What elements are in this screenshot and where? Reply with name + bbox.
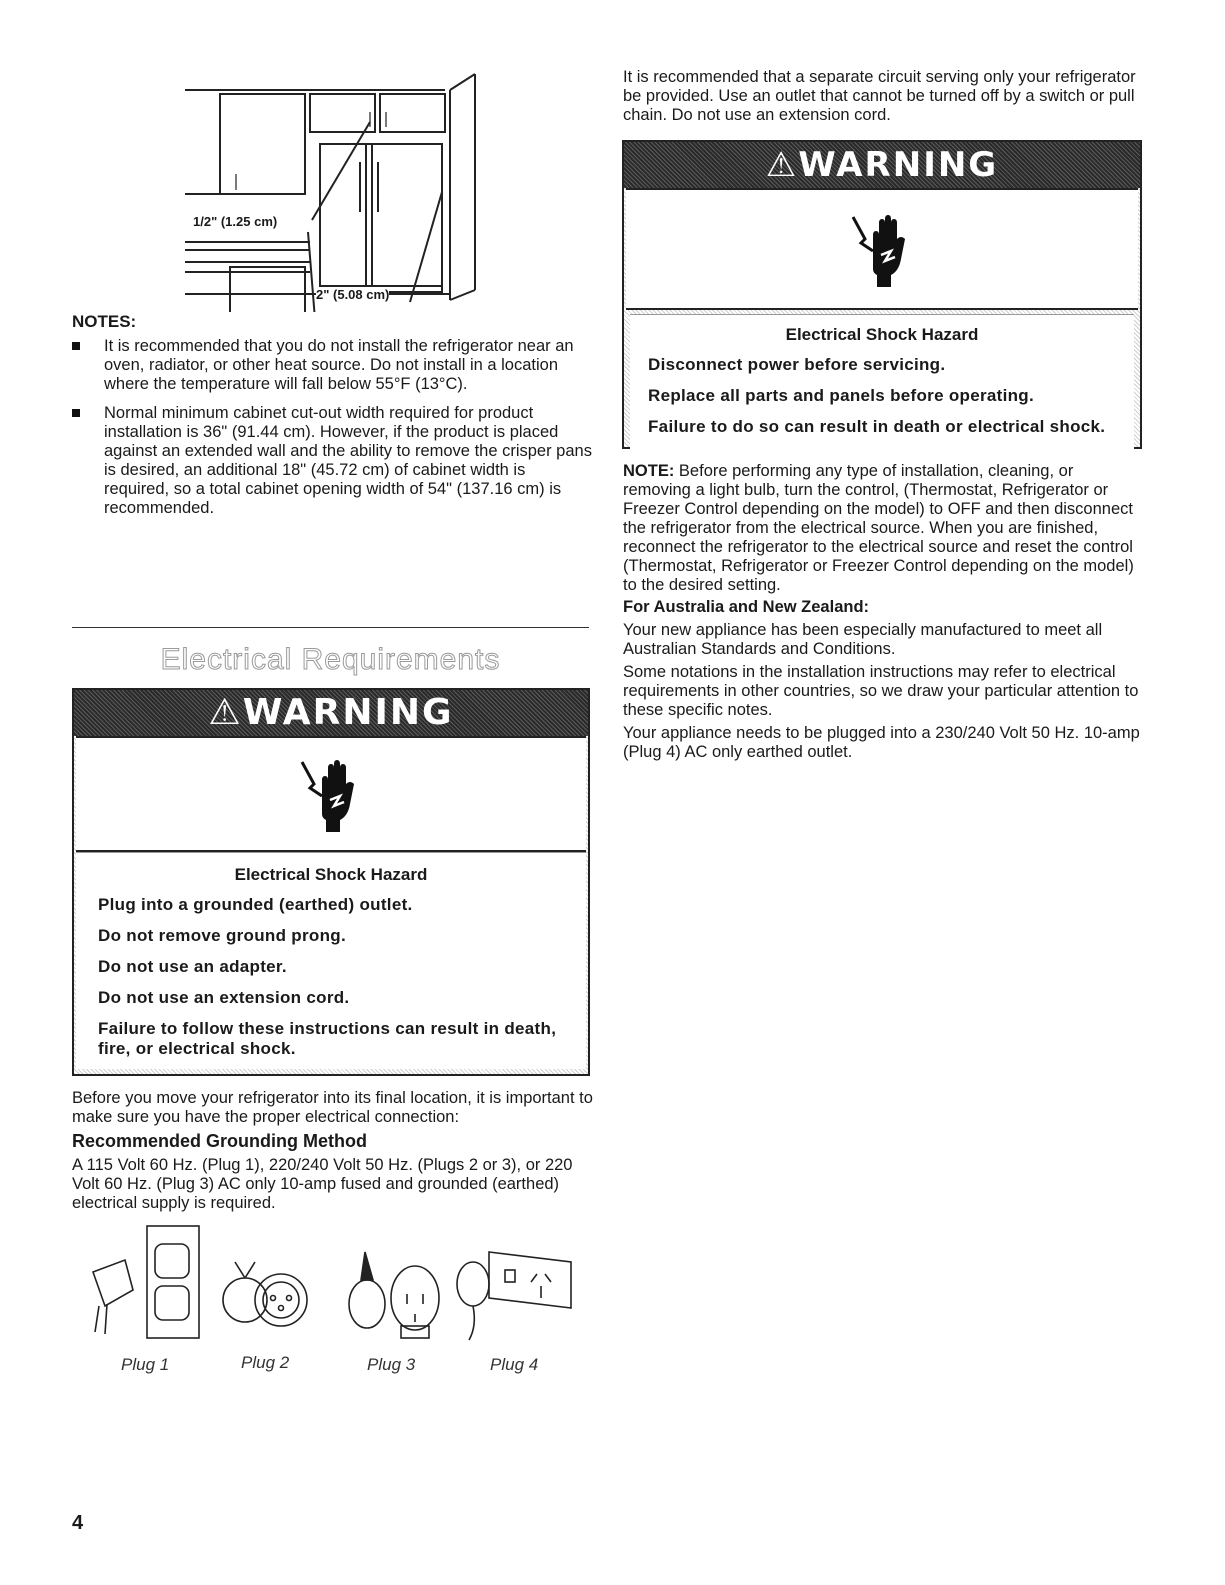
hazard-line: Failure to follow these instructions can result in death, fire, or electrical shock. bbox=[98, 1019, 557, 1058]
bullet-icon bbox=[72, 342, 80, 350]
notes-label: NOTES: bbox=[72, 312, 137, 331]
hazard-line: Plug into a grounded (earthed) outlet. bbox=[98, 895, 413, 914]
bullet-icon bbox=[72, 409, 80, 417]
gap-bottom-label: 2" (5.08 cm) bbox=[316, 287, 390, 302]
plug-2-figure bbox=[223, 1262, 307, 1326]
shock-icon-area bbox=[626, 188, 1138, 310]
australia-paragraph: Your new appliance has been especially manufactured to meet all Australian Standards and Conditions. bbox=[623, 621, 1103, 658]
shock-icon-area bbox=[76, 736, 586, 852]
warning-text-area bbox=[630, 314, 1134, 453]
note-item: Normal minimum cabinet cut-out width required for product installation is 36" (91.44 cm). However, if the product is placed against an extended wall and the ability to remove the crisper pans is desired, an additional 18" (45.72 cm) of cabinet width is required, so a total cabinet opening width of 54" (137.16 cm) is recommended. bbox=[72, 404, 592, 518]
plug-label: Plug 4 bbox=[490, 1355, 539, 1374]
australia-paragraph: Your appliance needs to be plugged into a 230/240 Volt 50 Hz. 10-amp (Plug 4) AC only earthed outlet. bbox=[623, 724, 1140, 761]
plug-3-figure bbox=[349, 1252, 439, 1338]
warning-banner: ⚠WARNING bbox=[624, 142, 1140, 188]
plug-label: Plug 2 bbox=[241, 1353, 290, 1372]
note-paragraph bbox=[623, 462, 1143, 595]
page-number: 4 bbox=[72, 1512, 84, 1534]
section-divider bbox=[72, 627, 589, 628]
hazard-line: Do not use an extension cord. bbox=[98, 988, 350, 1007]
plug-4-figure bbox=[457, 1252, 571, 1340]
cabinet-illustration bbox=[180, 72, 490, 312]
hazard-line: Do not remove ground prong. bbox=[98, 926, 346, 945]
plug-figures bbox=[85, 1222, 585, 1347]
gap-top-label: 1/2" (1.25 cm) bbox=[193, 214, 278, 229]
australia-paragraph: Some notations in the installation instructions may refer to electrical requirements in other countries, so we draw your particular attention to these specific notes. bbox=[623, 663, 1139, 719]
warning-text-area bbox=[76, 852, 586, 1069]
australia-heading: For Australia and New Zealand: bbox=[623, 598, 870, 616]
notes-list bbox=[72, 337, 592, 528]
note-item: It is recommended that you do not install the refrigerator near an oven, radiator, or other heat source. Do not install in a location where the temperature will fall below 55°F (13°C). bbox=[72, 337, 592, 394]
before-move-text: Before you move your refrigerator into its final location, it is important to make sure you have the proper electrical connection: bbox=[72, 1089, 593, 1126]
hazard-line: Replace all parts and panels before operating. bbox=[648, 386, 1035, 405]
electrical-shock-hand-icon bbox=[847, 209, 917, 289]
hazard-line: Disconnect power before servicing. bbox=[648, 355, 946, 374]
grounding-heading: Recommended Grounding Method bbox=[72, 1131, 367, 1151]
plug-label: Plug 3 bbox=[367, 1355, 416, 1374]
plug-1-figure bbox=[93, 1226, 199, 1338]
warning-box-right bbox=[622, 140, 1142, 449]
warning-box-left bbox=[72, 688, 590, 1076]
note-label: NOTE: bbox=[623, 462, 675, 480]
warning-triangle-icon: ⚠ bbox=[765, 145, 799, 185]
separate-circuit-text: It is recommended that a separate circuit serving only your refrigerator be provided. Use an outlet that cannot be turned off by a switch or pull chain. Do not use an extension cord. bbox=[623, 68, 1136, 124]
hazard-line: Do not use an adapter. bbox=[98, 957, 287, 976]
warning-triangle-icon: ⚠ bbox=[208, 692, 243, 733]
hazard-title: Electrical Shock Hazard bbox=[785, 325, 979, 344]
hazard-title: Electrical Shock Hazard bbox=[234, 865, 428, 884]
hazard-line: Failure to do so can result in death or electrical shock. bbox=[648, 417, 1106, 436]
plug-label: Plug 1 bbox=[121, 1355, 170, 1374]
section-title: Electrical Requirements bbox=[160, 643, 501, 676]
note-text: Before performing any type of installation, cleaning, or removing a light bulb, turn the control, (Thermostat, Refrigerator or Freezer Control depending on the model) to OFF and then disconnect the refrigerator from the electrical source. When you are finished, reconnect the refrigerator to the electrical source and reset the control (Thermostat, Refrigerator or Freezer Control depending on the model) to the desired setting. bbox=[623, 462, 1134, 594]
cabinet-diagram bbox=[180, 72, 490, 312]
electrical-shock-hand-icon bbox=[296, 754, 366, 834]
warning-banner: ⚠WARNING bbox=[74, 690, 588, 736]
grounding-text: A 115 Volt 60 Hz. (Plug 1), 220/240 Volt 50 Hz. (Plugs 2 or 3), or 220 Volt 60 Hz. (Plug 3) AC only 10-amp fused and grounded (earthed) electrical supply is required. bbox=[72, 1156, 573, 1212]
plugs-illustration bbox=[85, 1222, 585, 1347]
